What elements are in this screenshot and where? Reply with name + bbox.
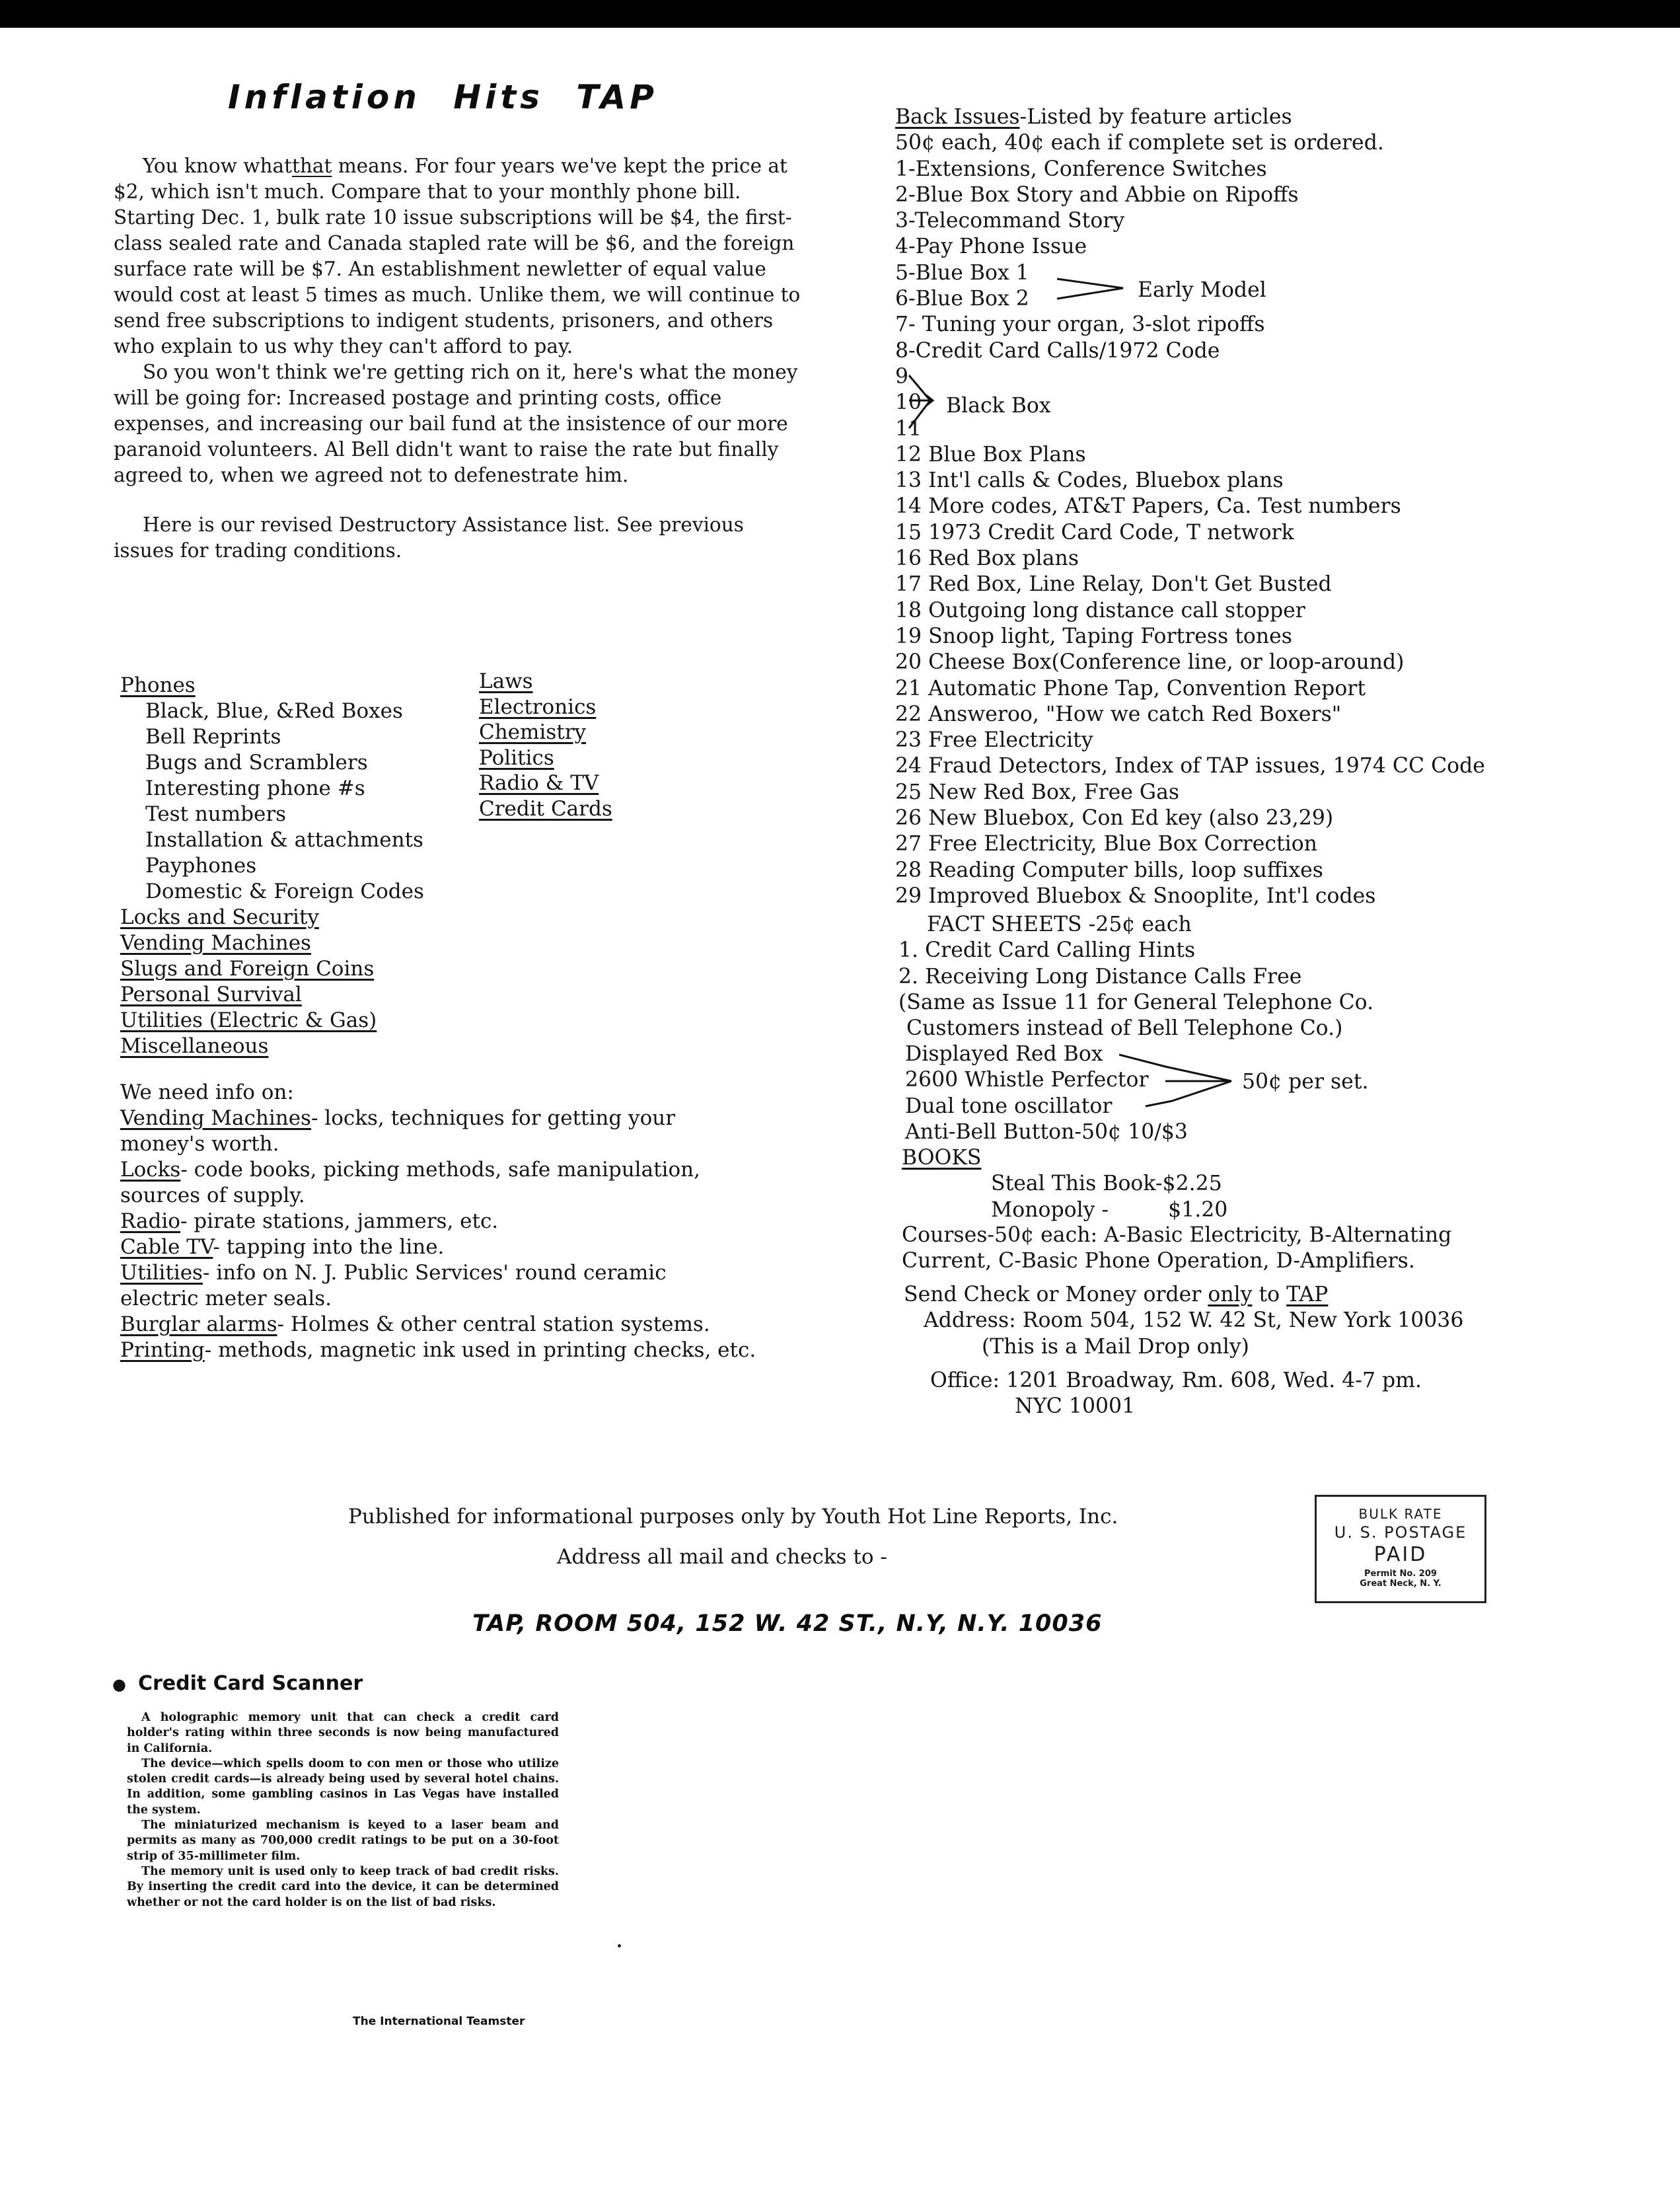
- issue-item: 18 Outgoing long distance call stopper: [895, 598, 1305, 623]
- issue-item: 4-Pay Phone Issue: [895, 235, 1087, 259]
- need-info-item: [120, 1286, 756, 1312]
- issue-item: 21 Automatic Phone Tap, Convention Report: [895, 676, 1366, 700]
- books-header: BOOKS: [902, 1146, 982, 1170]
- issue-item: 2-Blue Box Story and Abbie on Ripoffs: [895, 182, 1299, 207]
- category-header: Radio & TV: [479, 771, 599, 795]
- fact-sheet-item: 1. Credit Card Calling Hints: [898, 938, 1196, 963]
- mail-drop-note: (This is a Mail Drop only): [982, 1334, 1249, 1359]
- need-info-text: - code books, picking methods, safe manipulation,: [180, 1158, 700, 1182]
- need-info-label: Burglar alarms: [120, 1312, 277, 1336]
- back-issues-header-line: Back Issues-Listed by feature articles: [895, 105, 1292, 129]
- gadgets-price-arrow: [1119, 1049, 1238, 1113]
- back-issues-pricing: 50¢ each, 40¢ each if complete set is ordered.: [895, 131, 1384, 155]
- stamp-line-3: PAID: [1373, 1543, 1428, 1566]
- issue-item: 13 Int'l calls & Codes, Bluebox plans: [895, 469, 1284, 493]
- category-header: Chemistry: [479, 720, 587, 744]
- issue-item: 10: [895, 391, 922, 415]
- stamp-line-1: BULK RATE: [1358, 1506, 1443, 1522]
- issue-item: 9: [895, 364, 909, 389]
- need-info-item: [120, 1260, 756, 1286]
- need-info-text: electric meter seals.: [120, 1287, 332, 1310]
- clipping-body: [127, 1710, 559, 1910]
- gadget-anti-bell: Anti-Bell Button-50¢ 10/$3: [905, 1119, 1188, 1144]
- fact-sheet-item: 2. Receiving Long Distance Calls Free: [898, 964, 1302, 989]
- stray-mark: [618, 1944, 621, 1947]
- issue-item: 8-Credit Card Calls/1972 Code: [895, 338, 1220, 363]
- clipping-title: ● Credit Card Scanner: [112, 1672, 363, 1695]
- gadget-red-box: Displayed Red Box: [905, 1042, 1103, 1066]
- need-info-label: Printing: [120, 1338, 205, 1362]
- tap-mailing-address: TAP, ROOM 504, 152 W. 42 ST., N.Y, N.Y. 10036: [472, 1610, 1103, 1637]
- need-info-item: [120, 1131, 756, 1157]
- intro-paragraph-2: So you won't think we're getting rich on it, here's what the money will be going for: Increased postage and printing costs, office expenses, and increasing our bail fund at the insistence of our more paranoid volunteers. Al Bell didn't want to raise the rate but finally agreed to, when we agreed not to defenestrate him.: [114, 361, 798, 486]
- early-model-label: Early Model: [1138, 278, 1266, 302]
- more-headers: [120, 905, 377, 1059]
- category-header: Politics: [479, 745, 554, 770]
- fact-sheet-note-1: (Same as Issue 11 for General Telephone Co.: [898, 990, 1374, 1014]
- need-info-label: Vending Machines: [120, 1106, 311, 1130]
- issue-item: 26 New Bluebox, Con Ed key (also 23,29): [895, 806, 1334, 831]
- issue-item: 24 Fraud Detectors, Index of TAP issues, 1974 CC Code: [895, 754, 1485, 778]
- phones-items: [145, 699, 424, 905]
- phones-header: Phones: [120, 673, 196, 697]
- gadget-oscillator: Dual tone oscillator: [905, 1094, 1113, 1118]
- black-box-label: Black Box: [946, 394, 1051, 418]
- bulk-rate-postage-stamp: [1315, 1495, 1486, 1603]
- need-info-label: Utilities: [120, 1261, 203, 1285]
- need-info-text: - locks, techniques for getting your: [310, 1106, 676, 1130]
- phones-item: Interesting phone #s: [145, 776, 365, 800]
- back-issues: [895, 104, 1485, 909]
- gadget-whistle: 2600 Whistle Perfector: [905, 1068, 1149, 1092]
- clipping-paragraph: A holographic memory unit that can check a credit card holder's rating within three seconds is now being manufactured in California.: [127, 1711, 559, 1755]
- fact-sheet-note-2: Customers instead of Bell Telephone Co.): [906, 1016, 1343, 1041]
- clipping-paragraph: The memory unit is used only to keep track of bad credit risks. By inserting the credit card into the device, it can be determined whether or not the card holder is on the list of bad risks.: [127, 1864, 559, 1909]
- category-header: Electronics: [479, 695, 597, 719]
- issue-item: 5-Blue Box 1: [895, 260, 1029, 285]
- need-info-text: money's worth.: [120, 1132, 279, 1156]
- need-info-item: [120, 1106, 756, 1131]
- need-info: [120, 1080, 756, 1363]
- gadgets-price: 50¢ per set.: [1242, 1070, 1369, 1094]
- issue-item: 16 Red Box plans: [895, 547, 1079, 571]
- issue-item: 17 Red Box, Line Relay, Don't Get Busted: [895, 572, 1332, 597]
- need-info-item: [120, 1338, 756, 1363]
- book-monopoly: Monopoly - $1.20: [991, 1197, 1228, 1222]
- books: [902, 1145, 1227, 1223]
- intro-text: [114, 153, 809, 564]
- need-info-intro: We need info on:: [120, 1080, 294, 1104]
- mail-address: Address: Room 504, 152 W. 42 St, New York 10036: [924, 1308, 1464, 1333]
- need-info-label: Radio: [120, 1209, 180, 1233]
- need-info-text: - Holmes & other central station systems.: [277, 1312, 710, 1336]
- send-check-line: Send Check or Money order only to TAP: [904, 1283, 1329, 1306]
- need-info-label: Cable TV: [120, 1235, 213, 1259]
- issue-item: 27 Free Electricity, Blue Box Correction: [895, 832, 1317, 856]
- address-all-mail: Address all mail and checks to -: [557, 1545, 887, 1569]
- phones-item: Bell Reprints: [145, 725, 281, 749]
- courses-line-1: Courses-50¢ each: A-Basic Electricity, B-Alternating: [902, 1223, 1452, 1247]
- issue-item: 11: [895, 416, 922, 441]
- category-header: Vending Machines: [120, 931, 311, 955]
- clipping-source: The International Teamster: [353, 2015, 525, 2028]
- issue-item: 3-Telecommand Story: [895, 209, 1125, 233]
- issue-item: 12 Blue Box Plans: [895, 442, 1086, 467]
- phones-item: Bugs and Scramblers: [145, 751, 368, 774]
- need-info-item: [120, 1234, 756, 1260]
- phones-item: Domestic & Foreign Codes: [145, 880, 424, 903]
- stamp-line-2: U. S. POSTAGE: [1334, 1523, 1467, 1542]
- intro-paragraph-1: You know whatthat means. For four years we've kept the price at $2, which isn't much. Compare that to your monthly phone bill. Starting Dec. 1, bulk rate 10 issue subscriptions will be $4, the first-class sealed rate and Canada stapled rate will be $6, and the foreign surface rate will be $7. An establishment newletter of equal value would cost at least 5 times as much. Unlike them, we will continue to send free subscriptions to indigent students, prisoners, and others who explain to us why they can't afford to pay.: [114, 155, 801, 358]
- issue-item: 22 Answeroo, "How we catch Red Boxers": [895, 702, 1342, 726]
- need-info-item: [120, 1183, 756, 1209]
- issues-list-b: [895, 442, 1485, 909]
- phones-item: Installation & attachments: [145, 828, 423, 852]
- stamp-line-4: Permit No. 209: [1364, 1569, 1437, 1579]
- issue-item: 1-Extensions, Conference Switches: [895, 157, 1267, 181]
- fact-sheets: [898, 912, 1373, 1041]
- ordering-info: [904, 1282, 1463, 1419]
- bullet-icon: ●: [112, 1675, 126, 1694]
- issue-item: 14 More codes, AT&T Papers, Ca. Test numbers: [895, 494, 1401, 519]
- need-info-item: [120, 1312, 756, 1338]
- courses: [902, 1223, 1451, 1275]
- phones-item: Test numbers: [145, 802, 287, 826]
- issue-item: 15 1973 Credit Card Code, T network: [895, 520, 1294, 545]
- office-city: NYC 10001: [1015, 1394, 1136, 1419]
- issue-item: 7- Tuning your organ, 3-slot ripoffs: [895, 313, 1265, 337]
- office-address: Office: 1201 Broadway, Rm. 608, Wed. 4-7 pm.: [930, 1368, 1422, 1392]
- need-info-item: [120, 1209, 756, 1234]
- category-header: Credit Cards: [479, 796, 612, 821]
- category-header: Laws: [479, 669, 533, 693]
- issue-item: 29 Improved Bluebox & Snooplite, Int'l codes: [895, 884, 1376, 908]
- black-box-brace: [906, 369, 946, 437]
- book-steal-this-book: Steal This Book-$2.25: [991, 1172, 1222, 1196]
- need-info-text: - pirate stations, jammers, etc.: [180, 1209, 499, 1233]
- courses-line-2: Current, C-Basic Phone Operation, D-Amplifiers.: [902, 1249, 1415, 1273]
- clipping-paragraph: The device—which spells doom to con men or those who utilize stolen credit cards—is already being used by several hotel chains. In addition, some gambling casinos in Las Vegas have installed the system.: [127, 1756, 559, 1817]
- issue-item: 6-Blue Box 2: [895, 287, 1029, 311]
- need-info-item: [120, 1157, 756, 1183]
- need-info-text: - methods, magnetic ink used in printing checks, etc.: [204, 1338, 756, 1362]
- intro-paragraph-3: Here is our revised Destructory Assistance list. See previous issues for trading conditions.: [114, 513, 744, 562]
- category-header: Locks and Security: [120, 905, 319, 929]
- issue-item: 19 Snoop light, Taping Fortress tones: [895, 624, 1292, 648]
- category-header: Utilities (Electric & Gas): [120, 1008, 377, 1032]
- issue-item: 28 Reading Computer bills, loop suffixes: [895, 858, 1323, 882]
- issue-item: 23 Free Electricity: [895, 728, 1093, 753]
- stamp-line-5: Great Neck, N. Y.: [1360, 1579, 1442, 1589]
- need-info-text: sources of supply.: [120, 1184, 305, 1207]
- phones-item: Black, Blue, &Red Boxes: [145, 699, 403, 723]
- fact-sheet-items: [898, 938, 1373, 990]
- category-header: Miscellaneous: [120, 1034, 269, 1058]
- category-header: Personal Survival: [120, 983, 302, 1006]
- need-info-label: Locks: [120, 1158, 181, 1182]
- published-by: Published for informational purposes only by Youth Hot Line Reports, Inc.: [348, 1505, 1118, 1529]
- need-info-items: [120, 1106, 756, 1363]
- phones-item: Payphones: [145, 854, 257, 878]
- need-info-text: - info on N. J. Public Services' round ceramic: [202, 1261, 667, 1285]
- category-header: Slugs and Foreign Coins: [120, 957, 375, 981]
- early-model-arrow: [1057, 272, 1130, 304]
- issue-item: 25 New Red Box, Free Gas: [895, 780, 1180, 804]
- clipping-paragraph: The miniaturized mechanism is keyed to a laser beam and permits as many as 700,000 credit ratings to be put on a 30-foot strip of 35-millimeter film.: [127, 1819, 559, 1863]
- right-headers: [479, 669, 612, 821]
- headline: Inflation Hits TAP: [228, 78, 658, 116]
- top-black-bar: [0, 0, 1680, 28]
- need-info-text: - tapping into the line.: [213, 1235, 445, 1259]
- issue-item: 20 Cheese Box(Conference line, or loop-around): [895, 650, 1405, 675]
- fact-sheets-header: FACT SHEETS -25¢ each: [927, 913, 1192, 936]
